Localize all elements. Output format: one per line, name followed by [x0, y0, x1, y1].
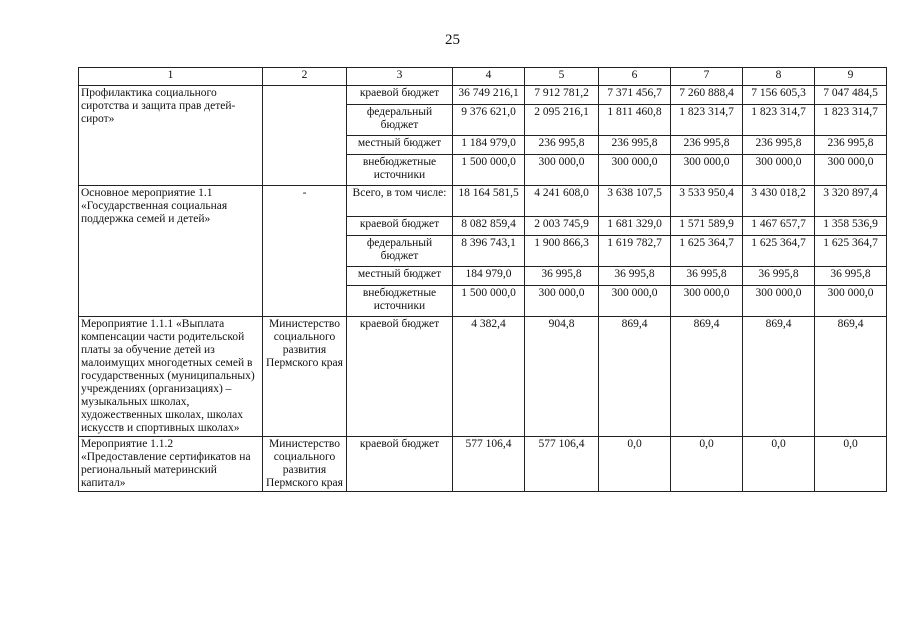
value-cell: 36 995,8: [743, 267, 815, 286]
value-cell: 0,0: [743, 437, 815, 492]
value-cell: 300 000,0: [743, 286, 815, 317]
funding-source: федеральный бюджет: [347, 105, 453, 136]
value-cell: 300 000,0: [815, 286, 887, 317]
value-cell: 1 811 460,8: [599, 105, 671, 136]
value-cell: 869,4: [671, 317, 743, 437]
value-cell: 300 000,0: [815, 155, 887, 186]
value-cell: 300 000,0: [599, 286, 671, 317]
value-cell: 1 900 866,3: [525, 236, 599, 267]
value-cell: 1 467 657,7: [743, 217, 815, 236]
header-cell: 1: [79, 68, 263, 86]
value-cell: 3 430 018,2: [743, 186, 815, 217]
value-cell: 236 995,8: [599, 136, 671, 155]
value-cell: 7 371 456,7: [599, 86, 671, 105]
executor: Министерство социального развития Пермского края: [263, 317, 347, 437]
value-cell: 577 106,4: [453, 437, 525, 492]
value-cell: 236 995,8: [815, 136, 887, 155]
value-cell: 7 047 484,5: [815, 86, 887, 105]
value-cell: 300 000,0: [743, 155, 815, 186]
value-cell: 1 625 364,7: [743, 236, 815, 267]
value-cell: 0,0: [815, 437, 887, 492]
activity-name: Мероприятие 1.1.1 «Выплата компенсации части родительской платы за обучение детей из малоимущих многодетных семей в государственных (муниципальных) учреждениях (организациях) – музыкальных школах, художественных школах, школах искусств и спортивных школах»: [79, 317, 263, 437]
value-cell: 1 625 364,7: [815, 236, 887, 267]
value-cell: 1 625 364,7: [671, 236, 743, 267]
executor: [263, 86, 347, 186]
value-cell: 8 396 743,1: [453, 236, 525, 267]
value-cell: 2 003 745,9: [525, 217, 599, 236]
value-cell: 300 000,0: [525, 155, 599, 186]
value-cell: 3 533 950,4: [671, 186, 743, 217]
value-cell: 869,4: [743, 317, 815, 437]
executor: -: [263, 186, 347, 317]
activity-name: Мероприятие 1.1.2 «Предоставлeние сертификатов на региональный материнский капитал»: [79, 437, 263, 492]
funding-source: краевой бюджет: [347, 86, 453, 105]
activity-name: Основное мероприятие 1.1 «Государственная социальная поддержка семей и детей»: [79, 186, 263, 317]
funding-source: краевой бюджет: [347, 217, 453, 236]
header-cell: 4: [453, 68, 525, 86]
value-cell: 577 106,4: [525, 437, 599, 492]
value-cell: 300 000,0: [671, 286, 743, 317]
value-cell: 1 571 589,9: [671, 217, 743, 236]
value-cell: 0,0: [671, 437, 743, 492]
value-cell: 1 823 314,7: [743, 105, 815, 136]
value-cell: 300 000,0: [525, 286, 599, 317]
header-cell: 6: [599, 68, 671, 86]
header-cell: 3: [347, 68, 453, 86]
value-cell: 1 184 979,0: [453, 136, 525, 155]
value-cell: 36 749 216,1: [453, 86, 525, 105]
page-number: 25: [445, 32, 460, 48]
value-cell: 4 241 608,0: [525, 186, 599, 217]
value-cell: 1 681 329,0: [599, 217, 671, 236]
value-cell: 300 000,0: [599, 155, 671, 186]
value-cell: 1 500 000,0: [453, 155, 525, 186]
value-cell: 1 823 314,7: [815, 105, 887, 136]
table-row: [79, 86, 887, 105]
funding-source: Всего, в том числе:: [347, 186, 453, 217]
value-cell: 18 164 581,5: [453, 186, 525, 217]
table-row: [79, 186, 887, 217]
value-cell: 236 995,8: [743, 136, 815, 155]
value-cell: 0,0: [599, 437, 671, 492]
value-cell: 4 382,4: [453, 317, 525, 437]
funding-source: местный бюджет: [347, 267, 453, 286]
header-cell: 9: [815, 68, 887, 86]
value-cell: 236 995,8: [671, 136, 743, 155]
table-row: [79, 437, 887, 492]
funding-source: местный бюджет: [347, 136, 453, 155]
header-cell: 5: [525, 68, 599, 86]
funding-source: внебюджетные источники: [347, 286, 453, 317]
value-cell: 1 823 314,7: [671, 105, 743, 136]
funding-source: внебюджетные источники: [347, 155, 453, 186]
value-cell: 1 500 000,0: [453, 286, 525, 317]
value-cell: 300 000,0: [671, 155, 743, 186]
value-cell: 36 995,8: [525, 267, 599, 286]
value-cell: 869,4: [815, 317, 887, 437]
header-row: [79, 68, 887, 86]
value-cell: 7 260 888,4: [671, 86, 743, 105]
value-cell: 2 095 216,1: [525, 105, 599, 136]
funding-source: федеральный бюджет: [347, 236, 453, 267]
funding-source: краевой бюджет: [347, 317, 453, 437]
value-cell: 1 358 536,9: [815, 217, 887, 236]
value-cell: 36 995,8: [815, 267, 887, 286]
value-cell: 236 995,8: [525, 136, 599, 155]
value-cell: 3 320 897,4: [815, 186, 887, 217]
header-cell: 7: [671, 68, 743, 86]
value-cell: 8 082 859,4: [453, 217, 525, 236]
table-row: [79, 317, 887, 437]
value-cell: 3 638 107,5: [599, 186, 671, 217]
funding-source: краевой бюджет: [347, 437, 453, 492]
activity-name: Профилактика социального сиротства и защита прав детей-сирот»: [79, 86, 263, 186]
value-cell: 904,8: [525, 317, 599, 437]
value-cell: 36 995,8: [599, 267, 671, 286]
value-cell: 9 376 621,0: [453, 105, 525, 136]
value-cell: 869,4: [599, 317, 671, 437]
value-cell: 1 619 782,7: [599, 236, 671, 267]
budget-table: [78, 67, 887, 492]
value-cell: 184 979,0: [453, 267, 525, 286]
value-cell: 7 156 605,3: [743, 86, 815, 105]
header-cell: 2: [263, 68, 347, 86]
value-cell: 36 995,8: [671, 267, 743, 286]
header-cell: 8: [743, 68, 815, 86]
executor: Министерство социального развития Пермского края: [263, 437, 347, 492]
value-cell: 7 912 781,2: [525, 86, 599, 105]
